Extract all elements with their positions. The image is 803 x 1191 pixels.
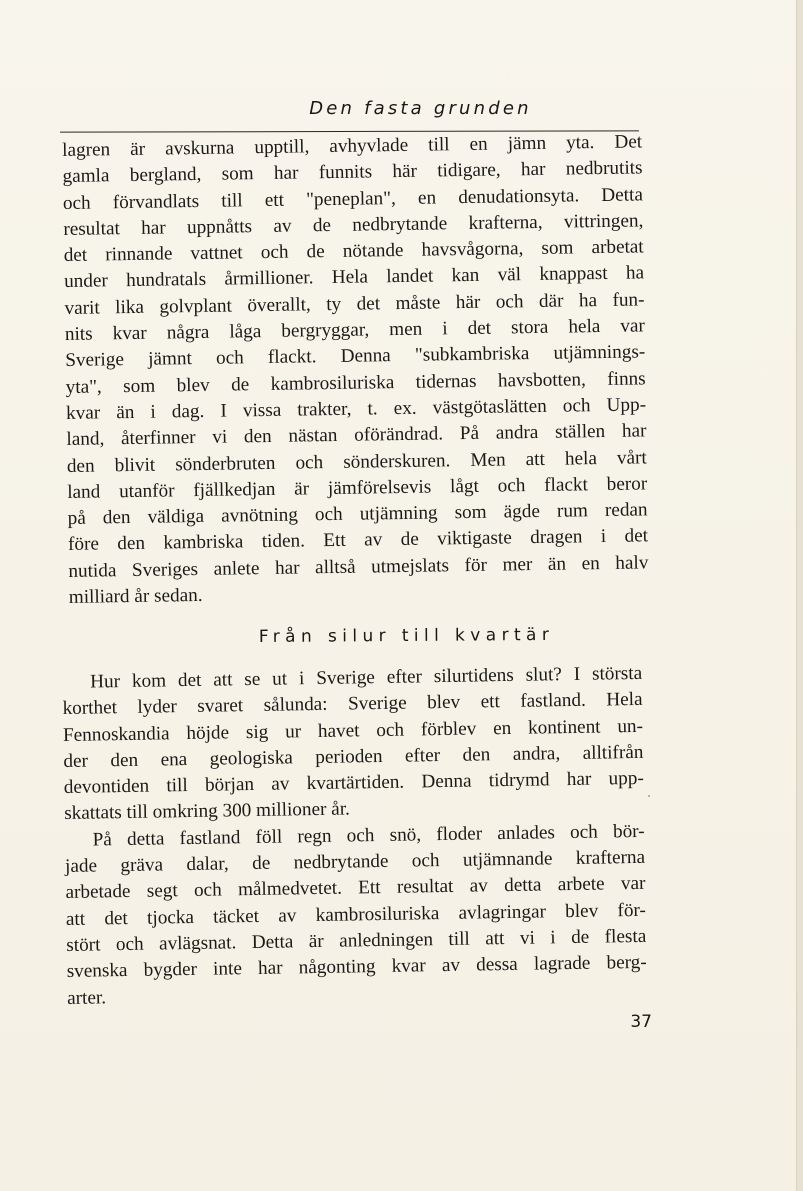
text-line: den blivit sönderbruten och sönderskuren. Men att hela vårt bbox=[66, 446, 647, 477]
text-line: korthet lyder svaret sålunda: Sverige blev ett fastland. Hela bbox=[62, 689, 643, 720]
text-line: land, återfinner vi den nästan oförändrad. På andra ställen har bbox=[66, 420, 647, 451]
text-line: stört och avlägsnat. Detta är anledningen till att vi i de flesta bbox=[66, 925, 647, 956]
text-line: skattats till omkring 300 millioner år. bbox=[64, 798, 351, 825]
text-line: jade gräva dalar, de nedbrytande och utjämnande krafterna bbox=[64, 846, 646, 878]
text-line: yta", som blev de kambrosiluriska tidernas havsbotten, finns bbox=[65, 368, 646, 398]
text-line: Fennoskandia höjde sig ur havet och förblev en kontinent un- bbox=[62, 715, 644, 746]
text-line: varit lika golvplant överallt, ty det måste här och där ha fun- bbox=[64, 289, 645, 319]
text-line: devontiden till början av kvartärtiden. Denna tidrymd har upp- bbox=[63, 768, 644, 799]
text-line: milliard år sedan. bbox=[68, 585, 203, 608]
text-line: På detta fastland föll regn och snö, floder anlades och bör- bbox=[92, 820, 645, 851]
text-line: arbetade segt och målmedvetet. Ett resultat av detta arbete var bbox=[65, 873, 646, 904]
text-line: nutida Sveriges anlete har alltså utmejslats för mer än en halv bbox=[68, 552, 649, 582]
text-line: nits kvar några låga bergryggar, men i det stora hela var bbox=[64, 315, 646, 346]
text-line: och förvandlats till ett "peneplan", en denudationsyta. Detta bbox=[62, 183, 644, 214]
section-heading: Från silur till kvartär bbox=[258, 624, 555, 647]
text-line: Hur kom det att se ut i Sverige efter silurtidens slut? I största bbox=[90, 662, 643, 693]
text-line: resultat har uppnåtts av de nedbrytande krafterna, vittringen, bbox=[63, 210, 644, 240]
section-body bbox=[62, 661, 647, 1012]
text-line: gamla bergland, som har funnits här tidigare, har nedbrutits bbox=[62, 157, 643, 188]
text-line: arter. bbox=[66, 986, 107, 1009]
paper-speck bbox=[648, 795, 650, 797]
text-line: svenska bygder inte har någonting kvar av dessa lagrade berg- bbox=[66, 952, 647, 983]
text-line: Sverige jämnt och flackt. Denna "subkambriska utjämnings- bbox=[65, 341, 646, 372]
text-line: der den ena geologiska perioden efter den andra, alltifrån bbox=[63, 741, 644, 772]
text-line: kvar än i dag. I vissa trakter, t. ex. västgötaslätten och Upp- bbox=[65, 394, 647, 424]
text-line: lagren är avskurna upptill, avhyvlade till en jämn yta. Det bbox=[62, 131, 643, 161]
text-line: land utanför fjällkedjan är jämförelsevis lågt och flackt beror bbox=[67, 473, 648, 503]
text-line: på den väldiga avnötning och utjämning som ägde rum redan bbox=[67, 499, 648, 530]
text-line: att det tjocka täcket av kambrosiluriska avlagringar blev för- bbox=[65, 899, 647, 930]
running-title: Den fasta grunden bbox=[309, 98, 532, 119]
text-line: före den kambriska tiden. Ett av de viktigaste dragen i det bbox=[67, 525, 649, 556]
page-number: 37 bbox=[630, 1012, 652, 1032]
text-line: det rinnande vattnet och de nötande havsvågorna, som arbetat bbox=[63, 236, 644, 267]
text-line: under hundratals årmillioner. Hela landet kan väl knappast ha bbox=[63, 262, 645, 293]
paragraph-continued bbox=[62, 129, 649, 611]
page-edge bbox=[796, 0, 803, 1191]
